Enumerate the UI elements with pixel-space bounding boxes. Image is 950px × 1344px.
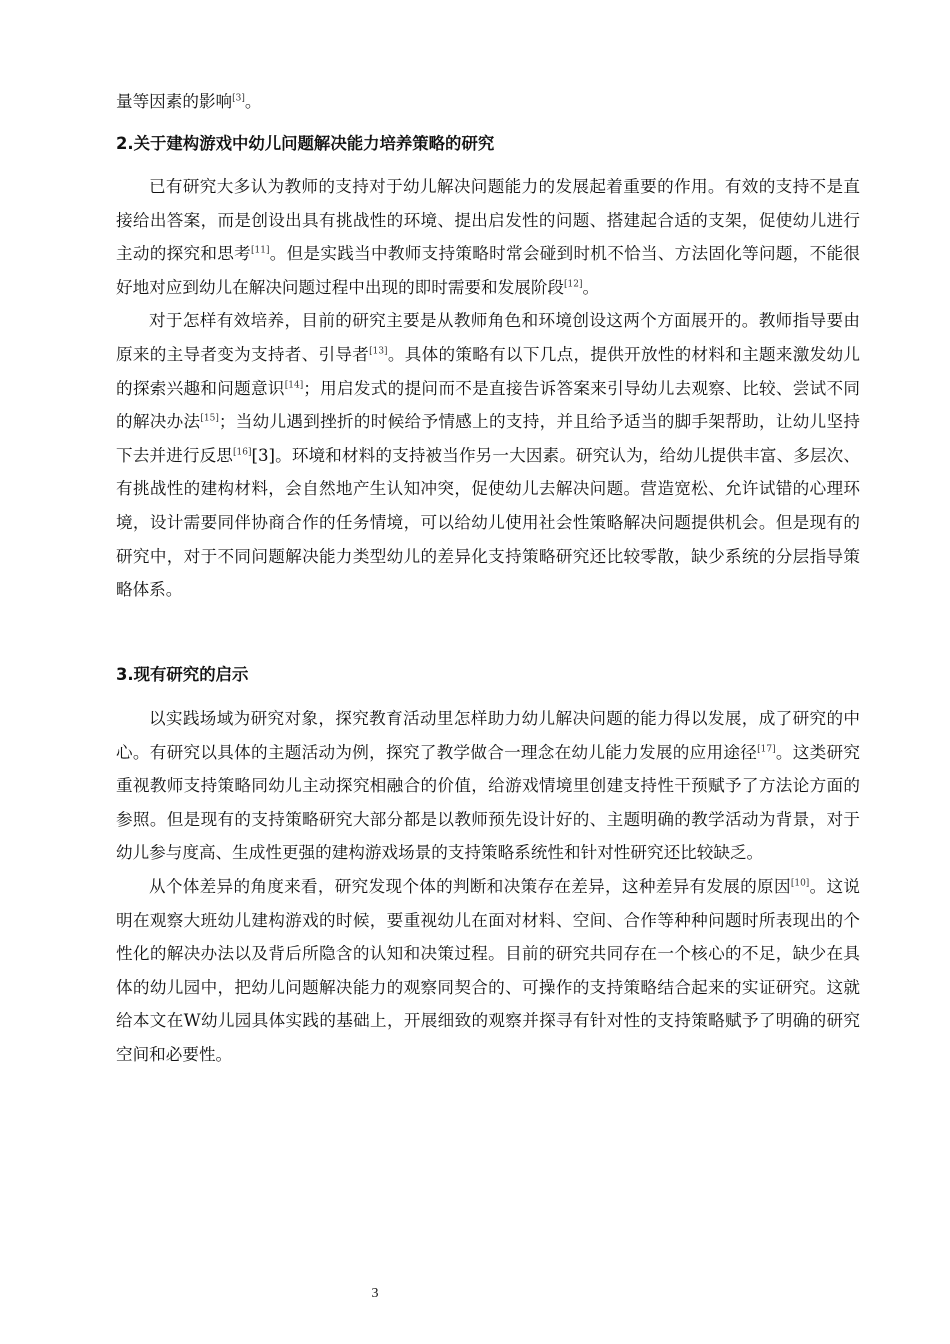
section2-heading: 2.关于建构游戏中幼儿问题解决能力培养策略的研究 (116, 134, 495, 153)
text-run: 。 (582, 277, 600, 297)
intro-block (116, 85, 860, 119)
text-run: 。但是实践当中教师支持策略时常会碰到时机不恰当、方法固化等问题，不能很好地对应到幼儿在解决问题过程中出现的即时需要和发展阶段 (116, 244, 861, 297)
text-run: ；当幼儿遇到挫折的时候给予情感上的支持，并且给予适当的脚手架帮助，让幼儿坚持下去并进行反思 (116, 412, 861, 465)
intro-paragraph (116, 85, 860, 119)
text-run: 对于怎样有效培养，目前的研究主要是从教师角色和环境创设这两个方面展开的。教师指导要由原来的主导者变为支持者、引导者 (116, 311, 860, 364)
text-run: 。这类研究重视教师支持策略同幼儿主动探究相融合的价值，给游戏情境里创建支持性干预赋予了方法论方面的参照。但是现有的支持策略研究大部分都是以教师预先设计好的、主题明确的教学活动为背景，对于幼儿参与度高、生成性更强的建构游戏场景的支持策略系统性和针对性研究还比较缺乏。 (116, 742, 861, 863)
section2-paragraph-2 (116, 304, 860, 606)
section3-heading: 3.现有研究的启示 (116, 665, 249, 684)
text-run: 以实践场域为研究对象，探究教育活动里怎样助力幼儿解决问题的能力得以发展，成了研究的中心。有研究以具体的主题活动为例，探究了教学做合一理念在幼儿能力发展的应用途径 (116, 709, 860, 762)
citation: [11] (250, 245, 270, 256)
section3-paragraph-2 (116, 870, 860, 1072)
text-run: [3]。环境和材料的支持被当作另一大因素。研究认为，给幼儿提供丰富、多层次、有挑战性的建构材料，会自然地产生认知冲突，促使幼儿去解决问题。营造宽松、允许试错的心理环境，设计需要同伴协商合作的任务情境，可以给幼儿使用社会性策略解决问题提供机会。但是现有的研究中，对于不同问题解决能力类型幼儿的差异化支持策略研究还比较零散，缺少系统的分层指导策略体系。 (116, 445, 860, 600)
section2-body (116, 170, 860, 607)
citation: [17] (757, 744, 776, 755)
text-run: 已有研究大多认为教师的支持对于幼儿解决问题能力的发展起着重要的作用。有效的支持不是直接给出答案，而是创设出具有挑战性的环境、提出启发性的问题、搭建起合适的支架，促使幼儿进行主动的探究和思考 (116, 177, 860, 264)
intro-text-end: 。 (244, 92, 262, 111)
citation: [12] (564, 279, 583, 290)
page-number: 3 (371, 1286, 379, 1301)
citation: [14] (284, 380, 304, 391)
citation: [3] (232, 93, 245, 104)
citation: [13] (369, 346, 388, 357)
section2-paragraph-1 (116, 170, 860, 304)
section3-body (116, 702, 860, 1072)
text-run: ；用启发式的提问而不是直接告诉答案来引导幼儿去观察、比较、尝试不同的解决办法 (116, 378, 861, 432)
citation: [16] (233, 447, 252, 458)
citation: [10] (790, 878, 810, 889)
section3-heading-block (116, 664, 860, 686)
section3-paragraph-1 (116, 702, 860, 870)
text-run: 。具体的策略有以下几点，提供开放性的材料和主题来激发幼儿的探索兴趣和问题意识 (116, 344, 861, 398)
intro-text: 量等因素的影响 (116, 92, 233, 111)
section2-heading-block (116, 133, 860, 155)
text-run: 。这说明在观察大班幼儿建构游戏的时候，要重视幼儿在面对材料、空间、合作等种种问题时所表现出的个性化的解决办法以及背后所隐含的认知和决策过程。目前的研究共同存在一个核心的不足，缺少在具体的幼儿园中，把幼儿问题解决能力的观察同契合的、可操作的支持策略结合起来的实证研究。这就给本文在W幼儿园具体实践的基础上，开展细致的观察并探寻有针对性的支持策略赋予了明确的研究空间和必要性。 (116, 876, 860, 1064)
citation: [15] (200, 413, 219, 424)
text-run: 从个体差异的角度来看，研究发现个体的判断和决策存在差异，这种差异有发展的原因 (149, 876, 791, 896)
